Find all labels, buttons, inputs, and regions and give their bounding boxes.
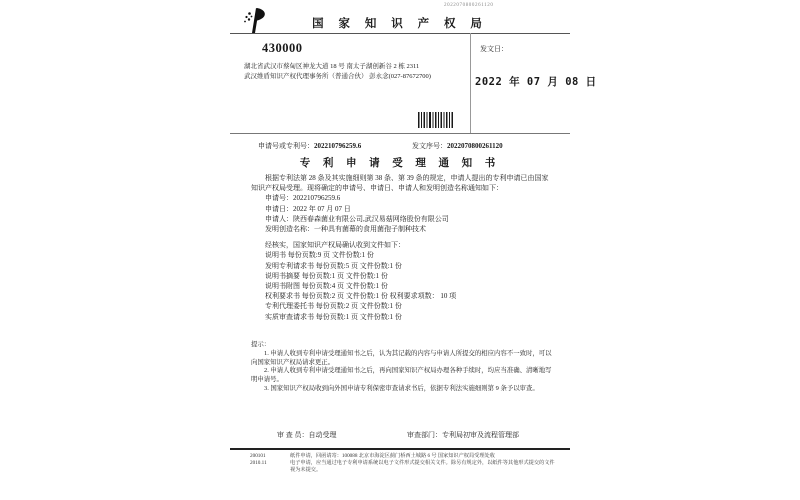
- application-no-line: 申请号：202210796259.6: [265, 194, 341, 203]
- form-code: 200101: [250, 453, 266, 459]
- barcode: [418, 112, 454, 128]
- received-file-row: 发明专利请求书 每份页数:5 页 文件份数:1 份: [265, 261, 402, 270]
- review-department-field: 审查部门：专利局初审及流程管理部: [407, 431, 519, 439]
- serial-number-label: 发文序号：: [412, 142, 447, 150]
- application-number-field: [258, 141, 361, 151]
- recipient-address: [244, 62, 462, 81]
- intro-paragraph: 根据专利法第 28 条及其实施细则第 38 条、第 39 条的规定，申请人提出的专利申请已由国家知识产权局受理。现将确定的申请号、申请日、申请人和发明创造名称通知如下：: [251, 174, 549, 193]
- recipient-address-line: 湖北省武汉市蔡甸区神龙大道 18 号 南太子湖创新谷 2 栋 2311: [244, 63, 420, 70]
- footer-instructions: [290, 453, 558, 473]
- dispatch-date-value: 2022 年 07 月 08 日: [475, 76, 597, 88]
- recipient-agent-line: 武汉维盾知识产权代理事务所（普通合伙） 彭永念(027-87672700): [244, 72, 431, 80]
- confirmation-line: 经核实，国家知识产权局确认收到文件如下：: [265, 241, 405, 250]
- received-file-row: 专利代理委托书 每份页数:2 页 文件份数:1 份: [265, 302, 402, 311]
- serial-number-field: [412, 141, 503, 151]
- application-number-label: 申请号或专利号：: [258, 142, 314, 150]
- address-block-divider: [230, 133, 570, 134]
- serial-number-value: 2022070800261120: [447, 142, 503, 150]
- examiner-field: 审 查 员：自动受理: [277, 431, 337, 439]
- header-divider: [230, 33, 570, 34]
- notice-body: [251, 173, 555, 322]
- received-file-row: 说明书 每份页数:9 页 文件份数:1 份: [265, 251, 374, 260]
- note-item: 3. 国家知识产权局收到向外国申请专利保密审查请求书后，依据专利法实施细则第 9 条予以审查。: [264, 384, 539, 392]
- dispatch-box-divider: [470, 33, 471, 133]
- applicants-line: 申请人：陕西春森菌业有限公司,武汉易菇网络股份有限公司: [265, 214, 449, 223]
- notes-label: 提示：: [251, 341, 271, 348]
- note-item: 1. 申请人收到专利申请受理通知书之后，认为其记载的内容与申请人所提交的相应内容不一致时，可以向国家知识产权局请求更正。: [251, 349, 552, 366]
- filing-date-line: 申请日：2022 年 07 月 07 日: [265, 204, 351, 213]
- application-number-value: 202210796259.6: [314, 142, 362, 150]
- notice-title: 专 利 申 请 受 理 通 知 书: [299, 158, 501, 169]
- electronic-filing-instruction: 电子申请，应当通过电子专利申请系统以电子文件形式提交相关文件。除另有规定外，以纸件等其他形式提交的文件视为未提交。: [290, 459, 555, 473]
- form-version: 2010.11: [250, 460, 267, 467]
- invention-title-line: 发明创造名称：一种具有菌幕的食用菌孢子制种技术: [265, 225, 426, 234]
- notice-page: [230, 0, 597, 500]
- received-file-row: 说明书摘要 每份页数:1 页 文件份数:1 份: [265, 271, 388, 280]
- recipient-postcode: 430000: [262, 41, 303, 55]
- footer-divider: [230, 448, 570, 450]
- agency-name: 国 家 知 识 产 权 局: [312, 18, 488, 30]
- received-file-row: 实质审查请求书 每份页数:1 页 文件份数:1 份: [265, 312, 402, 321]
- form-code-block: [250, 453, 267, 467]
- paper-filing-instruction: 纸件申请，回函请寄：100088 北京市海淀区蓟门桥西土城路 6 号 国家知识产权局受理处收: [290, 453, 495, 459]
- received-file-row: 权利要求书 每份页数:2 页 文件份数:1 份 权利要求项数： 10 项: [265, 292, 457, 301]
- dispatch-date-label: 发文日：: [480, 45, 508, 53]
- received-file-row: 说明书附图 每份页数:4 页 文件份数:1 份: [265, 282, 388, 291]
- document-barcode-number: 2022070800261120: [444, 3, 494, 8]
- notes-section: [251, 341, 555, 394]
- note-item: 2. 申请人收到专利申请受理通知书之后，再向国家知识产权局办理各种手续时，均应当准确、清晰地写明申请号。: [251, 367, 552, 384]
